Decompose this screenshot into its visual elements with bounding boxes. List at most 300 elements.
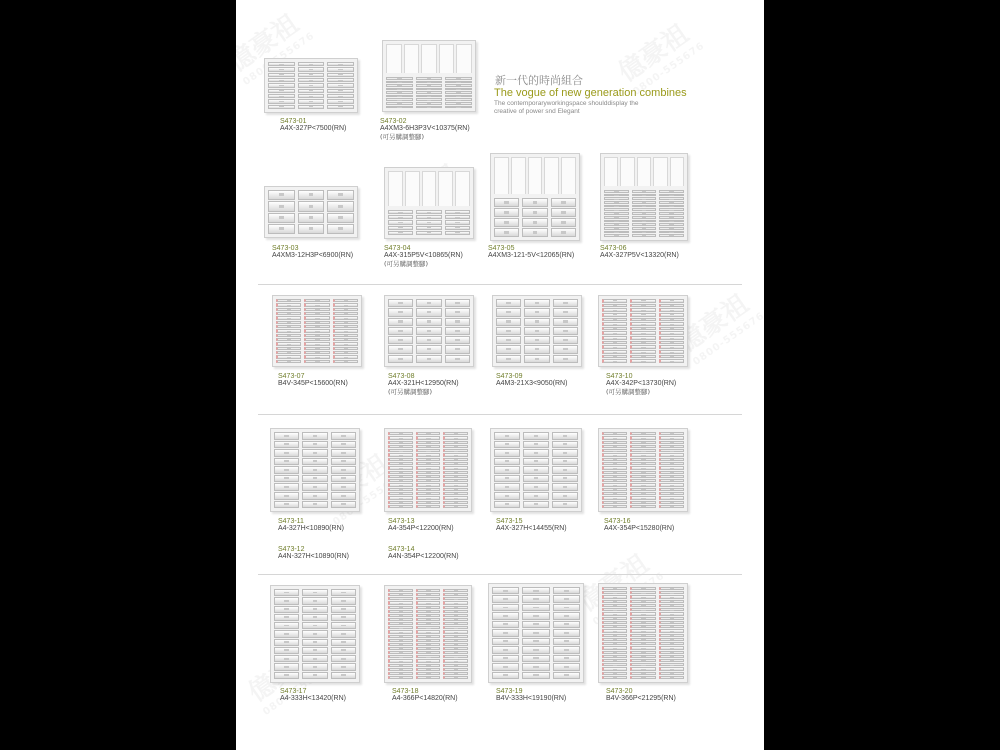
drawer bbox=[659, 492, 684, 495]
drawer bbox=[274, 630, 299, 637]
drawer bbox=[445, 81, 472, 84]
drawer bbox=[445, 355, 470, 363]
drawer bbox=[659, 341, 684, 345]
drawer bbox=[632, 197, 657, 200]
drawer bbox=[445, 215, 470, 219]
drawer bbox=[602, 587, 627, 590]
drawer bbox=[630, 345, 655, 349]
drawer bbox=[630, 667, 655, 670]
drawer bbox=[416, 501, 441, 504]
cabinet-image bbox=[490, 153, 580, 241]
drawer bbox=[524, 355, 549, 363]
drawer bbox=[304, 351, 329, 354]
drawer bbox=[298, 89, 325, 93]
drawer bbox=[602, 483, 627, 486]
drawer bbox=[630, 608, 655, 611]
drawer bbox=[552, 483, 578, 491]
cabinet-image bbox=[384, 295, 474, 367]
drawer bbox=[268, 105, 295, 109]
drawer bbox=[659, 216, 684, 219]
drawer bbox=[443, 647, 468, 650]
drawer bbox=[416, 647, 441, 650]
drawer bbox=[602, 612, 627, 615]
drawer bbox=[553, 655, 580, 662]
drawer bbox=[388, 635, 413, 638]
drawer bbox=[602, 432, 627, 435]
drawer bbox=[327, 105, 354, 109]
drawer bbox=[632, 227, 657, 230]
drawer bbox=[496, 308, 521, 316]
drawer bbox=[443, 664, 468, 667]
drawer bbox=[388, 466, 413, 469]
drawer bbox=[602, 327, 627, 331]
drawer bbox=[416, 505, 441, 508]
drawer bbox=[522, 655, 549, 662]
drawer bbox=[604, 205, 629, 208]
drawer bbox=[524, 299, 549, 307]
drawer bbox=[659, 355, 684, 359]
product-model: A4X-327H<14455(RN) bbox=[496, 525, 567, 532]
drawer bbox=[416, 345, 441, 353]
drawer bbox=[630, 331, 655, 335]
drawer bbox=[274, 432, 299, 440]
drawer bbox=[388, 445, 413, 448]
drawer bbox=[443, 643, 468, 646]
drawer bbox=[274, 672, 299, 679]
drawer bbox=[492, 595, 519, 602]
drawer bbox=[602, 621, 627, 624]
drawer bbox=[602, 462, 627, 465]
drawer bbox=[443, 441, 468, 444]
drawer bbox=[492, 638, 519, 645]
drawer bbox=[331, 483, 356, 491]
product-model: B4V-366P<21295(RN) bbox=[606, 695, 676, 702]
drawer bbox=[388, 453, 413, 456]
product-code: S473-15 bbox=[496, 518, 523, 525]
cabinet-image bbox=[264, 58, 358, 113]
section-divider bbox=[258, 414, 742, 415]
drawer bbox=[388, 345, 413, 353]
drawer bbox=[416, 471, 441, 474]
drawer bbox=[388, 210, 413, 214]
drawer bbox=[416, 475, 441, 478]
drawer bbox=[302, 483, 327, 491]
drawer bbox=[388, 647, 413, 650]
drawer bbox=[416, 651, 441, 654]
drawer bbox=[388, 505, 413, 508]
drawer bbox=[602, 617, 627, 620]
cabinet-image bbox=[598, 295, 688, 367]
drawer bbox=[445, 345, 470, 353]
drawer bbox=[443, 630, 468, 633]
drawer bbox=[327, 73, 354, 77]
drawer bbox=[445, 106, 472, 109]
drawer bbox=[551, 218, 576, 227]
drawer bbox=[630, 308, 655, 312]
drawer bbox=[602, 318, 627, 322]
drawer bbox=[388, 299, 413, 307]
product-model: A4X-327P<7500(RN) bbox=[280, 125, 347, 132]
drawer bbox=[416, 308, 441, 316]
drawer bbox=[443, 501, 468, 504]
drawer bbox=[551, 228, 576, 237]
drawer bbox=[602, 663, 627, 666]
product-model: A4-366P<14820(RN) bbox=[392, 695, 458, 702]
drawer bbox=[298, 62, 325, 66]
drawer bbox=[659, 201, 684, 204]
drawer bbox=[553, 587, 580, 594]
product-model: A4XM3-12H3P<6900(RN) bbox=[272, 252, 354, 259]
product-model: B4V-345P<15600(RN) bbox=[278, 380, 348, 387]
drawer bbox=[274, 501, 299, 509]
drawer bbox=[445, 91, 472, 94]
product-model: A4-333H<13420(RN) bbox=[280, 695, 346, 702]
drawer bbox=[443, 676, 468, 679]
drawer bbox=[333, 303, 358, 306]
drawer bbox=[659, 612, 684, 615]
product-code: S473-13 bbox=[388, 518, 415, 525]
drawer bbox=[304, 360, 329, 363]
drawer bbox=[416, 449, 441, 452]
drawer bbox=[416, 441, 441, 444]
drawer bbox=[327, 67, 354, 71]
drawer bbox=[268, 201, 295, 211]
drawer bbox=[494, 458, 520, 466]
drawer bbox=[522, 646, 549, 653]
drawer bbox=[327, 201, 354, 211]
drawer bbox=[416, 77, 443, 80]
drawer bbox=[553, 327, 578, 335]
drawer bbox=[443, 475, 468, 478]
drawer bbox=[553, 336, 578, 344]
drawer bbox=[632, 208, 657, 211]
drawer bbox=[276, 329, 301, 332]
drawer bbox=[445, 88, 472, 91]
drawer bbox=[274, 655, 299, 662]
drawer bbox=[630, 483, 655, 486]
drawer bbox=[416, 589, 441, 592]
drawer bbox=[492, 655, 519, 662]
drawer bbox=[659, 600, 684, 603]
drawer bbox=[632, 194, 657, 197]
drawer bbox=[416, 88, 443, 91]
drawer bbox=[416, 635, 441, 638]
drawer bbox=[416, 492, 441, 495]
drawer bbox=[386, 102, 413, 105]
drawer bbox=[388, 475, 413, 478]
drawer bbox=[388, 215, 413, 219]
drawer bbox=[659, 308, 684, 312]
drawer bbox=[492, 621, 519, 628]
product-model: A4XM3-121-5V<12065(RN) bbox=[488, 252, 575, 259]
drawer bbox=[630, 625, 655, 628]
drawer bbox=[602, 625, 627, 628]
drawer bbox=[496, 355, 521, 363]
drawer bbox=[630, 327, 655, 331]
drawer bbox=[331, 672, 356, 679]
drawer bbox=[632, 234, 657, 237]
section-divider bbox=[258, 284, 742, 285]
drawer bbox=[327, 190, 354, 200]
drawer bbox=[659, 304, 684, 308]
drawer bbox=[276, 308, 301, 311]
drawer bbox=[659, 205, 684, 208]
drawer bbox=[602, 659, 627, 662]
drawer bbox=[602, 350, 627, 354]
drawer bbox=[416, 336, 441, 344]
drawer bbox=[298, 73, 325, 77]
drawer bbox=[327, 89, 354, 93]
drawer bbox=[388, 597, 413, 600]
drawer bbox=[331, 597, 356, 604]
drawer bbox=[445, 220, 470, 224]
drawer bbox=[445, 210, 470, 214]
drawer bbox=[659, 646, 684, 649]
drawer bbox=[445, 231, 470, 235]
drawer bbox=[302, 458, 327, 466]
drawer bbox=[553, 663, 580, 670]
drawer bbox=[630, 466, 655, 469]
drawer bbox=[443, 479, 468, 482]
drawer bbox=[445, 318, 470, 326]
drawer bbox=[659, 436, 684, 439]
drawer bbox=[494, 483, 520, 491]
drawer bbox=[304, 299, 329, 302]
drawer bbox=[659, 350, 684, 354]
drawer bbox=[416, 226, 441, 230]
drawer bbox=[443, 635, 468, 638]
drawer bbox=[602, 299, 627, 303]
drawer bbox=[302, 466, 327, 474]
drawer bbox=[416, 432, 441, 435]
drawer bbox=[416, 327, 441, 335]
drawer bbox=[416, 81, 443, 84]
drawer bbox=[388, 327, 413, 335]
drawer bbox=[386, 106, 413, 109]
drawer bbox=[630, 479, 655, 482]
drawer bbox=[274, 475, 299, 483]
drawer bbox=[388, 659, 413, 662]
drawer bbox=[630, 453, 655, 456]
drawer bbox=[331, 501, 356, 509]
drawer bbox=[524, 336, 549, 344]
drawer bbox=[388, 626, 413, 629]
drawer bbox=[386, 88, 413, 91]
drawer bbox=[494, 432, 520, 440]
drawer bbox=[302, 647, 327, 654]
drawer bbox=[443, 668, 468, 671]
drawer bbox=[659, 197, 684, 200]
drawer bbox=[602, 475, 627, 478]
drawer bbox=[553, 672, 580, 679]
drawer bbox=[602, 313, 627, 317]
drawer bbox=[331, 475, 356, 483]
drawer bbox=[274, 466, 299, 474]
drawer bbox=[445, 98, 472, 101]
drawer bbox=[327, 78, 354, 82]
drawer bbox=[522, 629, 549, 636]
drawer bbox=[333, 347, 358, 350]
drawer bbox=[659, 227, 684, 230]
product-code: S473-12 bbox=[278, 546, 305, 553]
drawer bbox=[630, 471, 655, 474]
drawer bbox=[388, 492, 413, 495]
drawer bbox=[659, 604, 684, 607]
drawer bbox=[522, 604, 549, 611]
drawer bbox=[522, 228, 547, 237]
product-code: S473-06 bbox=[600, 245, 627, 252]
drawer bbox=[602, 629, 627, 632]
drawer bbox=[302, 622, 327, 629]
drawer bbox=[416, 458, 441, 461]
drawer bbox=[659, 318, 684, 322]
drawer bbox=[602, 676, 627, 679]
drawer bbox=[276, 338, 301, 341]
cabinet-image bbox=[270, 428, 360, 512]
drawer bbox=[659, 313, 684, 317]
watermark-phone bbox=[691, 310, 764, 368]
drawer bbox=[659, 625, 684, 628]
drawer bbox=[602, 345, 627, 349]
drawer bbox=[331, 630, 356, 637]
drawer bbox=[388, 488, 413, 491]
product-code: S473-09 bbox=[496, 373, 523, 380]
drawer bbox=[630, 663, 655, 666]
drawer bbox=[630, 359, 655, 363]
drawer bbox=[388, 449, 413, 452]
product-code: S473-05 bbox=[488, 245, 515, 252]
drawer bbox=[304, 338, 329, 341]
drawer bbox=[331, 458, 356, 466]
drawer bbox=[443, 601, 468, 604]
drawer bbox=[333, 334, 358, 337]
drawer bbox=[522, 638, 549, 645]
drawer bbox=[302, 441, 327, 449]
drawer bbox=[630, 355, 655, 359]
drawer bbox=[630, 492, 655, 495]
drawer bbox=[659, 449, 684, 452]
drawer bbox=[659, 190, 684, 193]
drawer bbox=[630, 587, 655, 590]
drawer bbox=[276, 360, 301, 363]
drawer bbox=[276, 312, 301, 315]
drawer bbox=[388, 501, 413, 504]
drawer bbox=[659, 212, 684, 215]
drawer bbox=[552, 475, 578, 483]
drawer bbox=[443, 449, 468, 452]
drawer bbox=[302, 614, 327, 621]
drawer bbox=[604, 212, 629, 215]
product-model: A4N-327H<10890(RN) bbox=[278, 553, 350, 560]
drawer bbox=[492, 587, 519, 594]
drawer bbox=[551, 198, 576, 207]
drawer bbox=[416, 445, 441, 448]
drawer bbox=[659, 445, 684, 448]
drawer bbox=[552, 432, 578, 440]
drawer bbox=[274, 622, 299, 629]
drawer bbox=[632, 190, 657, 193]
drawer bbox=[388, 471, 413, 474]
drawer bbox=[331, 589, 356, 596]
drawer bbox=[416, 614, 441, 617]
drawer bbox=[630, 642, 655, 645]
drawer bbox=[388, 614, 413, 617]
drawer bbox=[602, 458, 627, 461]
drawer bbox=[496, 327, 521, 335]
drawer bbox=[333, 338, 358, 341]
drawer bbox=[630, 634, 655, 637]
drawer bbox=[524, 318, 549, 326]
drawer bbox=[659, 608, 684, 611]
drawer bbox=[268, 99, 295, 103]
drawer bbox=[523, 432, 549, 440]
drawer bbox=[445, 308, 470, 316]
drawer bbox=[333, 342, 358, 345]
drawer bbox=[551, 208, 576, 217]
cabinet-image bbox=[382, 40, 476, 112]
drawer bbox=[659, 676, 684, 679]
drawer bbox=[659, 220, 684, 223]
drawer bbox=[630, 600, 655, 603]
drawer bbox=[276, 342, 301, 345]
drawer bbox=[602, 496, 627, 499]
drawer bbox=[632, 201, 657, 204]
drawer bbox=[268, 73, 295, 77]
drawer bbox=[494, 492, 520, 500]
drawer bbox=[445, 102, 472, 105]
drawer bbox=[276, 321, 301, 324]
drawer bbox=[388, 606, 413, 609]
drawer bbox=[604, 216, 629, 219]
drawer bbox=[443, 606, 468, 609]
drawer bbox=[333, 299, 358, 302]
drawer bbox=[268, 78, 295, 82]
drawer bbox=[492, 612, 519, 619]
product-code: S473-19 bbox=[496, 688, 523, 695]
drawer bbox=[523, 483, 549, 491]
drawer bbox=[274, 483, 299, 491]
drawer bbox=[416, 84, 443, 87]
drawer bbox=[298, 99, 325, 103]
drawer bbox=[416, 106, 443, 109]
drawer bbox=[443, 622, 468, 625]
drawer bbox=[388, 618, 413, 621]
drawer bbox=[630, 672, 655, 675]
drawer bbox=[443, 488, 468, 491]
drawer bbox=[268, 67, 295, 71]
product-code: S473-07 bbox=[278, 373, 305, 380]
drawer bbox=[388, 479, 413, 482]
drawer bbox=[276, 299, 301, 302]
drawer bbox=[443, 483, 468, 486]
drawer bbox=[327, 213, 354, 223]
drawer bbox=[659, 496, 684, 499]
drawer bbox=[602, 331, 627, 335]
product-code: S473-01 bbox=[280, 118, 307, 125]
drawer bbox=[604, 194, 629, 197]
drawer bbox=[602, 634, 627, 637]
drawer bbox=[386, 95, 413, 98]
drawer bbox=[524, 345, 549, 353]
drawer bbox=[632, 220, 657, 223]
drawer bbox=[416, 496, 441, 499]
product-code: S473-04 bbox=[384, 245, 411, 252]
drawer bbox=[659, 471, 684, 474]
drawer bbox=[494, 449, 520, 457]
drawer bbox=[331, 647, 356, 654]
product-code: S473-03 bbox=[272, 245, 299, 252]
drawer bbox=[416, 215, 441, 219]
